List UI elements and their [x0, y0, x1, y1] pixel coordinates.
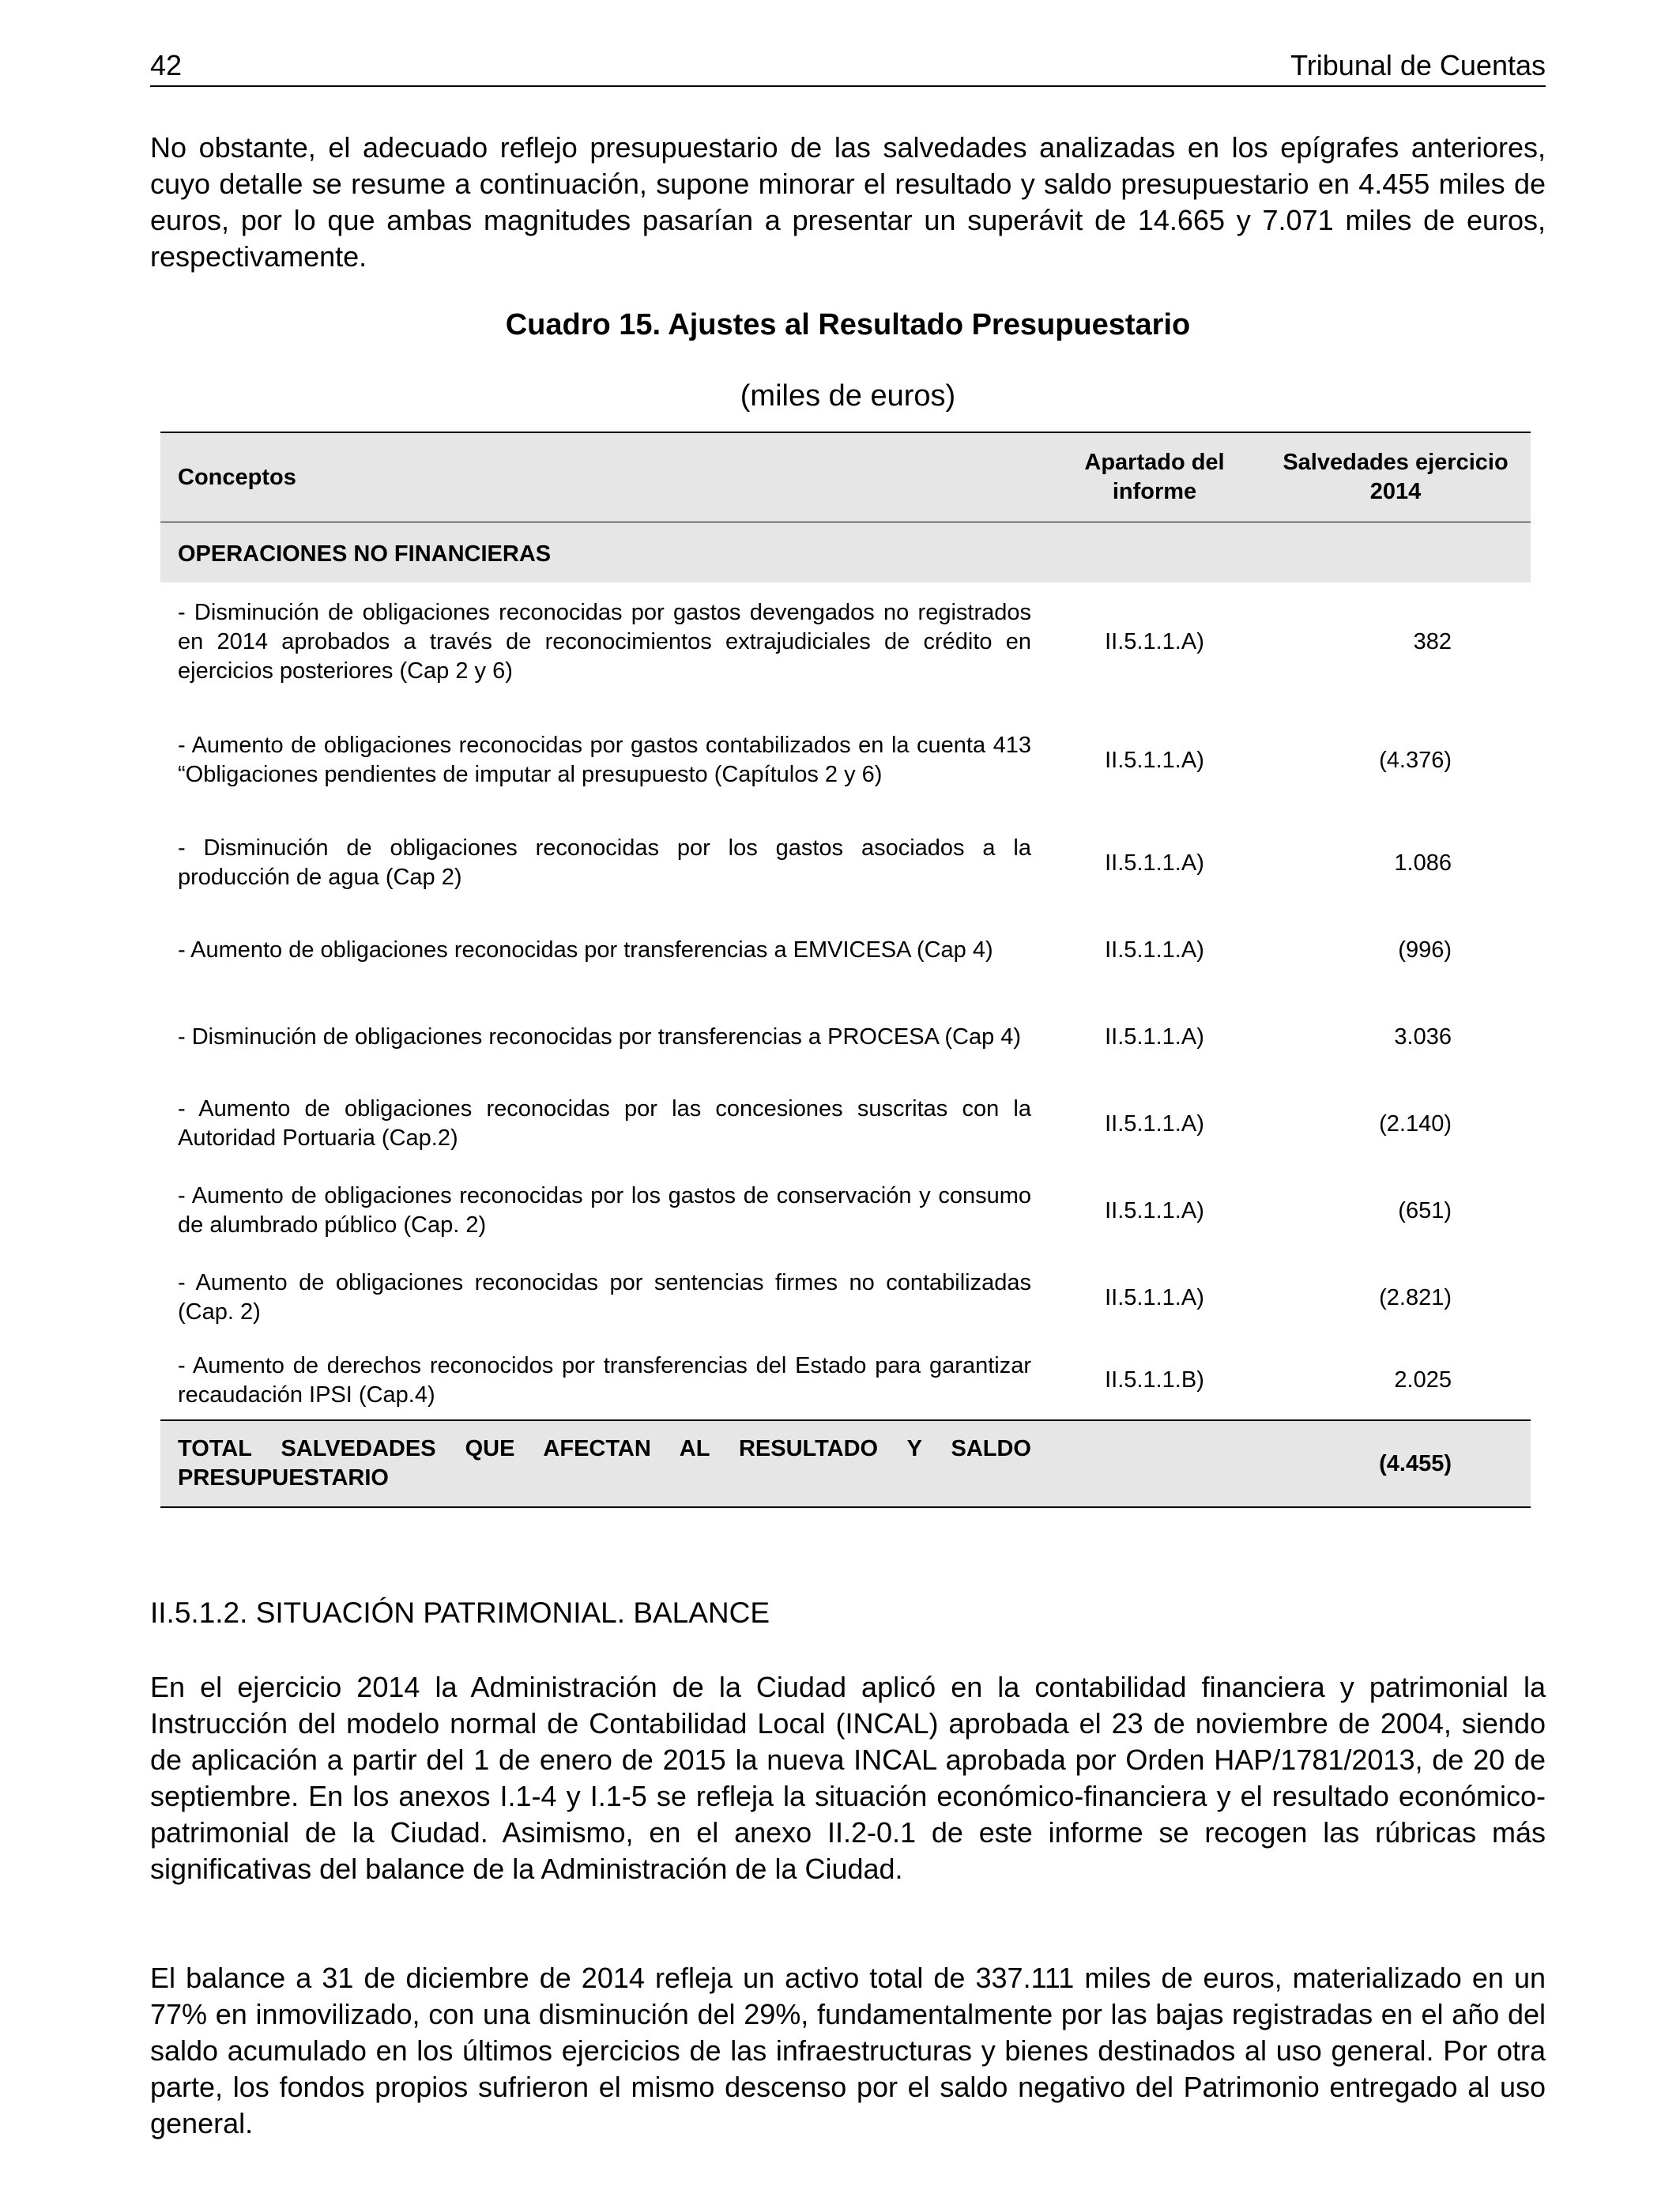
- paragraph-balance-intro: En el ejercicio 2014 la Administración de la Ciudad aplicó en la contabilidad financiera y patrimonial la Instrucción del modelo normal de Contabilidad Local (INCAL) aprobada el 23 de noviembre de 2004, siendo de aplicación a partir del 1 de enero de 2015 la nueva INCAL aprobada por Orden HAP/1781/2013, de 20 de septiembre. En los anexos I.1-4 y I.1-5 se refleja la situación económico-financiera y el resultado económico-patrimonial de la Ciudad. Asimismo, en el anexo II.2-0.1 de este informe se recogen las rúbricas más significativas del balance de la Administración de la Ciudad.: [150, 1671, 1546, 1885]
- apartado-cell: II.5.1.1.A): [1105, 850, 1204, 876]
- table-header-row: [160, 432, 1531, 522]
- apartado-cell: II.5.1.1.A): [1105, 937, 1204, 963]
- column-header-conceptos: Conceptos: [160, 432, 1049, 522]
- apartado-cell: II.5.1.1.A): [1105, 628, 1204, 654]
- apartado-cell: II.5.1.1.B): [1105, 1367, 1204, 1393]
- value-cell: (996): [1398, 937, 1452, 963]
- apartado-cell: II.5.1.1.A): [1105, 1023, 1204, 1050]
- table-row: [160, 993, 1531, 1080]
- apartado-cell: II.5.1.1.A): [1105, 747, 1204, 773]
- table-row: [160, 701, 1531, 820]
- section-heading: II.5.1.2. SITUACIÓN PATRIMONIAL. BALANCE: [150, 1596, 770, 1629]
- concept-cell: - Aumento de derechos reconocidos por transferencias del Estado para garantizar recaudación IPSI (Cap.4): [178, 1352, 1031, 1408]
- table-row: [160, 907, 1531, 993]
- table-row: [160, 582, 1531, 701]
- table-row: [160, 820, 1531, 907]
- value-cell: (651): [1398, 1197, 1452, 1223]
- concept-cell: - Disminución de obligaciones reconocidas por transferencias a PROCESA (Cap 4): [178, 1023, 1022, 1050]
- apartado-cell: II.5.1.1.A): [1105, 1110, 1204, 1137]
- concept-cell: - Aumento de obligaciones reconocidas por las concesiones suscritas con la Autoridad Portuaria (Cap.2): [178, 1096, 1031, 1151]
- intro-paragraph: No obstante, el adecuado reflejo presupuestario de las salvedades analizadas en los epígrafes anteriores, cuyo detalle se resume a continuación, supone minorar el resultado y saldo presupuestario en 4.455 miles de euros, por lo que ambas magnitudes pasarían a presentar un superávit de 14.665 y 7.071 miles de euros, respectivamente.: [150, 131, 1546, 273]
- total-row: [160, 1420, 1531, 1507]
- adjustments-table: [160, 432, 1531, 1508]
- paragraph-balance-detail: El balance a 31 de diciembre de 2014 refleja un activo total de 337.111 miles de euros, materializado en un 77% en inmovilizado, con una disminución del 29%, fundamentalmente por las bajas registradas en el año del saldo acumulado en los últimos ejercicios de las infraestructuras y bienes destinados al uso general. Por otra parte, los fondos propios sufrieron el mismo descenso por el saldo negativo del Patrimonio entregado al uso general.: [150, 1962, 1546, 2139]
- section-row: [160, 522, 1531, 583]
- column-header-apartado: Apartado del informe: [1049, 432, 1260, 522]
- concept-cell: - Aumento de obligaciones reconocidas por transferencias a EMVICESA (Cap 4): [178, 937, 993, 963]
- value-cell: (4.376): [1379, 747, 1452, 773]
- table-units: (miles de euros): [740, 379, 956, 413]
- concept-cell: - Aumento de obligaciones reconocidas por los gastos de conservación y consumo de alumbrado público (Cap. 2): [178, 1183, 1031, 1238]
- value-cell: (2.821): [1379, 1284, 1452, 1310]
- concept-cell: - Disminución de obligaciones reconocidas por gastos devengados no registrados en 2014 aprobados a través de reconocimientos extrajudiciales de crédito en ejercicios posteriores (Cap 2 y 6): [178, 599, 1031, 684]
- apartado-cell: II.5.1.1.A): [1105, 1197, 1204, 1223]
- apartado-cell: II.5.1.1.A): [1105, 1284, 1204, 1310]
- value-cell: 382: [1413, 628, 1452, 654]
- table-title: Cuadro 15. Ajustes al Resultado Presupuestario: [505, 308, 1191, 341]
- concept-cell: - Aumento de obligaciones reconocidas por gastos contabilizados en la cuenta 413 “Obligaciones pendientes de imputar al presupuesto (Capítulos 2 y 6): [178, 733, 1031, 787]
- table-row: [160, 1167, 1531, 1254]
- column-header-salvedades: Salvedades ejercicio 2014: [1260, 432, 1531, 522]
- page-header: [150, 49, 1546, 87]
- value-cell: 1.086: [1394, 850, 1452, 876]
- total-apartado: [1049, 1420, 1260, 1507]
- page-number: 42: [150, 49, 183, 81]
- table-row: [160, 1254, 1531, 1341]
- table-row: [160, 1341, 1531, 1420]
- concept-cell: - Disminución de obligaciones reconocidas por los gastos asociados a la producción de agua (Cap 2): [178, 835, 1031, 890]
- concept-cell: - Aumento de obligaciones reconocidas por sentencias firmes no contabilizadas (Cap. 2): [178, 1270, 1031, 1325]
- value-cell: 3.036: [1394, 1023, 1452, 1050]
- section-label: OPERACIONES NO FINANCIERAS: [160, 522, 1531, 583]
- table-row: [160, 1080, 1531, 1167]
- header-organization: Tribunal de Cuentas: [1290, 49, 1546, 81]
- total-value: (4.455): [1260, 1420, 1531, 1507]
- value-cell: 2.025: [1394, 1367, 1452, 1393]
- total-label: TOTAL SALVEDADES QUE AFECTAN AL RESULTADO Y SALDO PRESUPUESTARIO: [160, 1420, 1049, 1507]
- value-cell: (2.140): [1379, 1110, 1452, 1137]
